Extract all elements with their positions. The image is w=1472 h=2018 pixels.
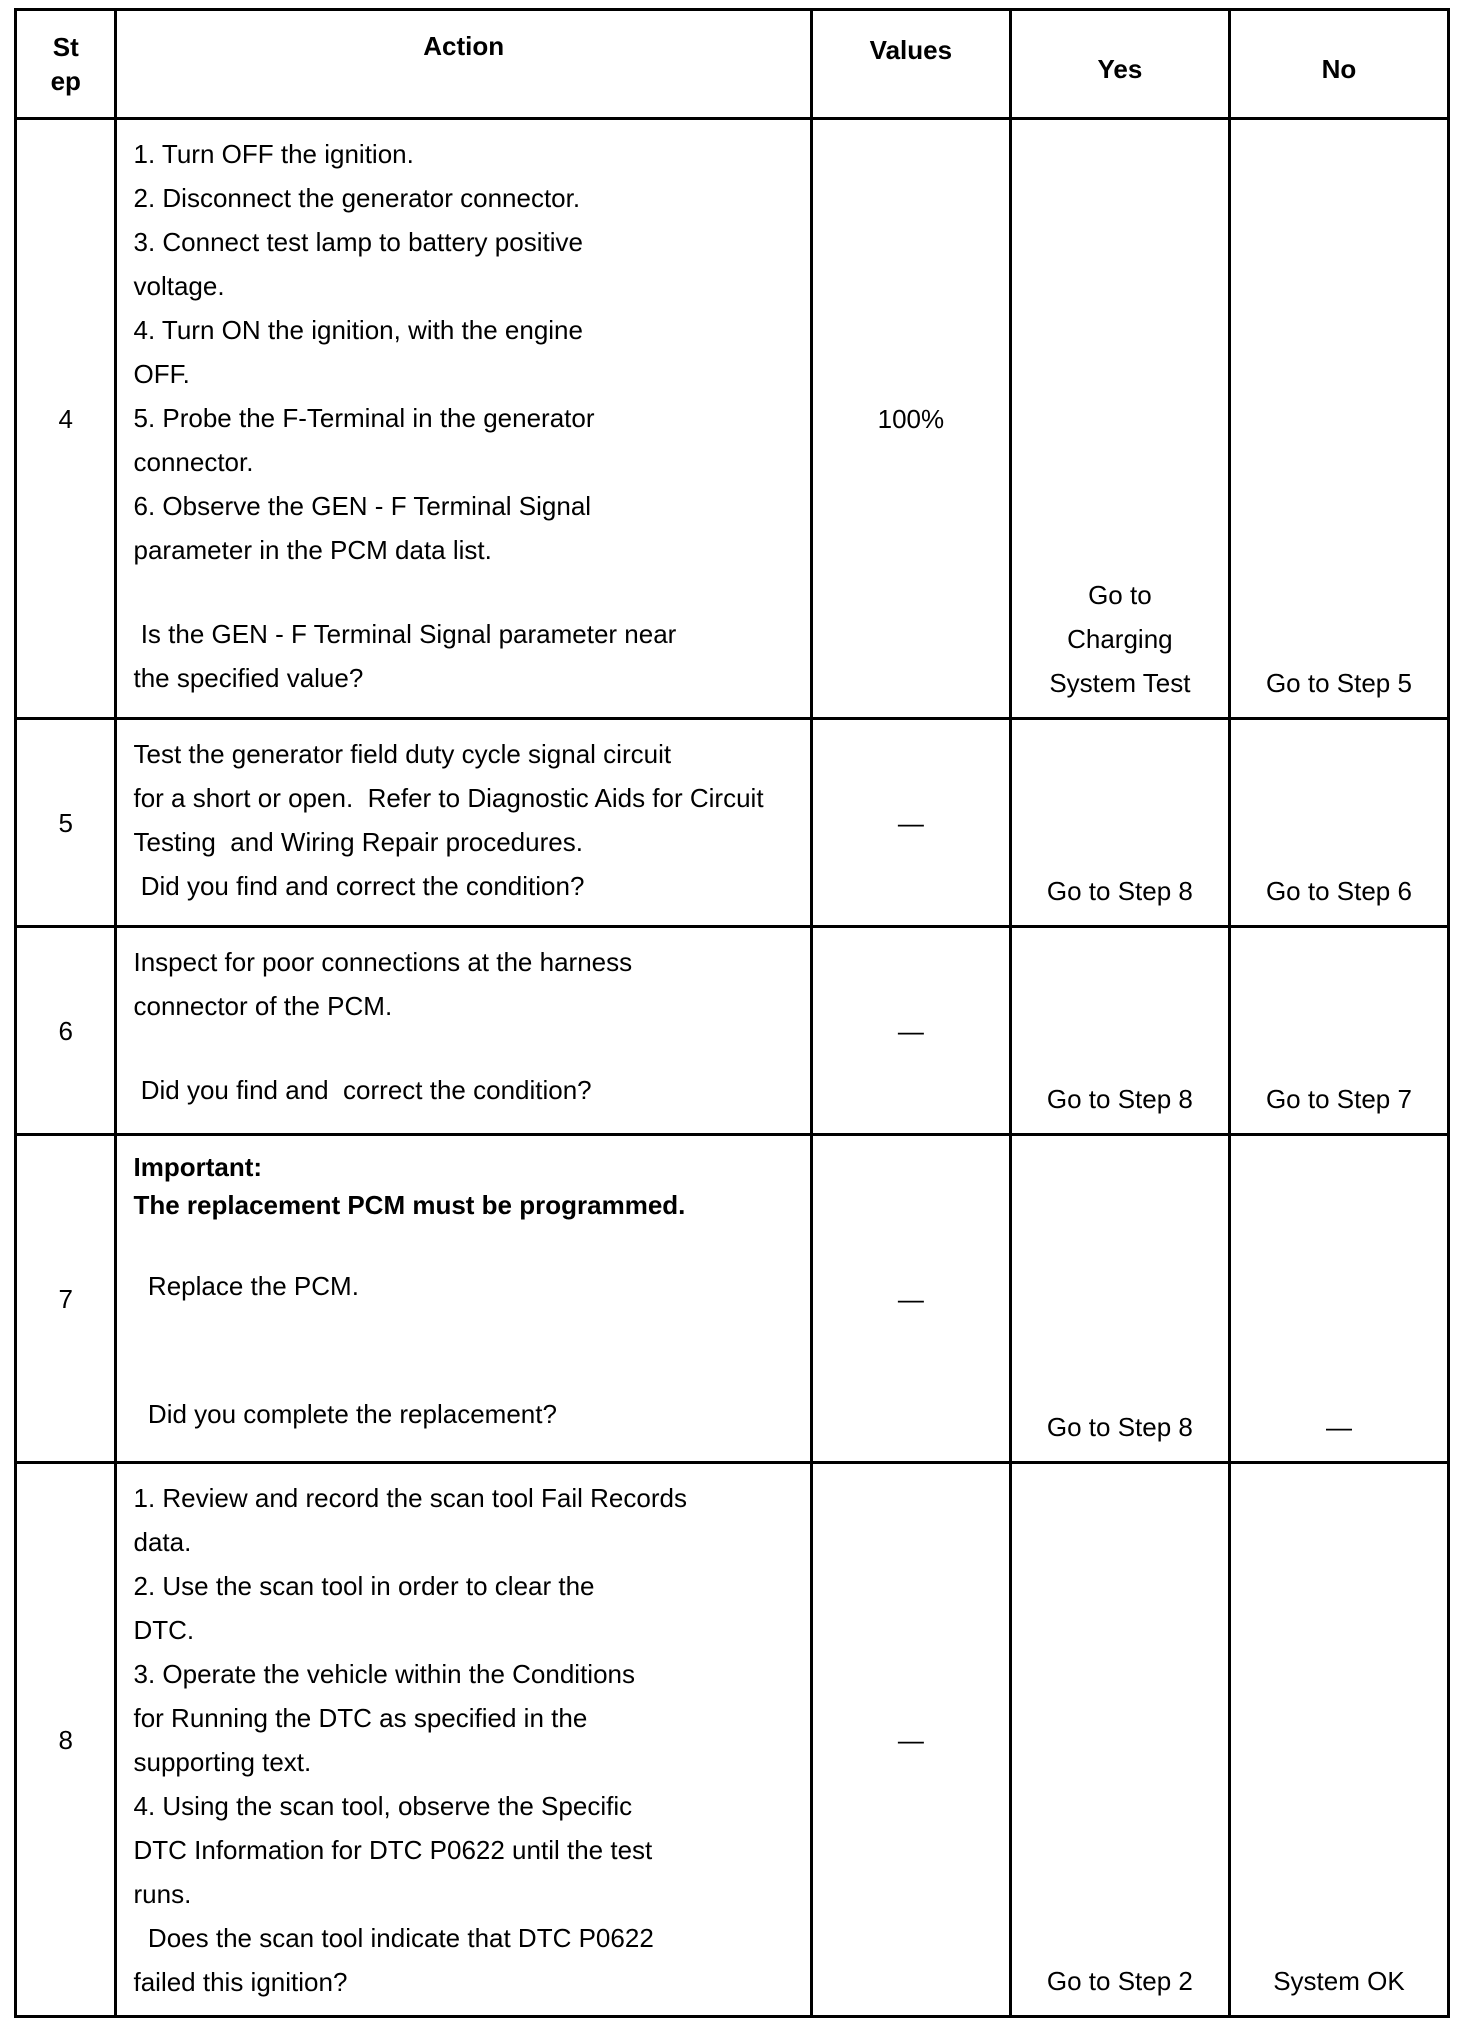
action-cell (116, 119, 811, 719)
action-cell (116, 1463, 811, 2017)
yes-line: Go to Step 8 (1046, 1412, 1193, 1442)
step-number: 5 (16, 719, 116, 927)
action-line: voltage. (133, 271, 225, 301)
no-cell (1229, 719, 1448, 927)
yes-line: System Test (1049, 668, 1191, 698)
action-line: Test the generator field duty cycle signal circuit (133, 739, 672, 769)
header-values: Values (811, 10, 1010, 119)
yes-cell (1010, 1463, 1229, 2017)
action-question: the specified value? (133, 663, 364, 693)
step-number: 8 (16, 1463, 116, 2017)
no-line: Go to Step 5 (1265, 668, 1412, 698)
action-question: Did you find and correct the condition? (133, 1075, 592, 1105)
action-line: for a short or open. Refer to Diagnostic Aids for Circuit (133, 783, 764, 813)
action-line: 1. Review and record the scan tool Fail Records (133, 1483, 687, 1513)
action-line: 4. Using the scan tool, observe the Specific (133, 1791, 633, 1821)
action-line: connector. (133, 447, 254, 477)
no-line: — (1325, 1412, 1352, 1442)
action-question: Is the GEN - F Terminal Signal parameter near (133, 619, 677, 649)
yes-line: Go to Step 8 (1046, 1084, 1193, 1114)
table-row-step-4 (16, 119, 1449, 719)
action-line: 3. Operate the vehicle within the Conditions (133, 1659, 635, 1689)
action-line: 2. Disconnect the generator connector. (133, 183, 581, 213)
no-cell (1229, 1463, 1448, 2017)
yes-cell (1010, 927, 1229, 1135)
action-line: DTC. (133, 1615, 195, 1645)
action-line: supporting text. (133, 1747, 312, 1777)
action-cell (116, 1135, 811, 1463)
action-line: connector of the PCM. (133, 991, 393, 1021)
values-cell: — (811, 1135, 1010, 1463)
values-cell: — (811, 927, 1010, 1135)
action-line: DTC Information for DTC P0622 until the test (133, 1835, 653, 1865)
yes-cell (1010, 119, 1229, 719)
header-action: Action (116, 10, 811, 119)
yes-cell (1010, 719, 1229, 927)
action-line: OFF. (133, 359, 190, 389)
action-line: runs. (133, 1879, 192, 1909)
step-number: 4 (16, 119, 116, 719)
action-line: 3. Connect test lamp to battery positive (133, 227, 583, 257)
values-cell: 100% (811, 119, 1010, 719)
diagnostic-table (14, 8, 1450, 2018)
header-no: No (1229, 10, 1448, 119)
action-line: 2. Use the scan tool in order to clear the (133, 1571, 595, 1601)
no-line: Go to Step 7 (1265, 1084, 1412, 1114)
header-step (16, 10, 116, 119)
header-row (16, 10, 1449, 119)
yes-line: Charging (1067, 624, 1173, 654)
values-cell: — (811, 719, 1010, 927)
action-line: 1. Turn OFF the ignition. (133, 139, 414, 169)
important-text: The replacement PCM must be programmed. (133, 1190, 686, 1220)
table-row-step-8 (16, 1463, 1449, 2017)
no-cell (1229, 1135, 1448, 1463)
important-label: Important: (133, 1152, 263, 1182)
table-row-step-7 (16, 1135, 1449, 1463)
action-cell (116, 927, 811, 1135)
no-line: System OK (1273, 1966, 1405, 1996)
action-line: Replace the PCM. (133, 1271, 359, 1301)
header-yes: Yes (1010, 10, 1229, 119)
no-cell (1229, 927, 1448, 1135)
action-line: data. (133, 1527, 192, 1557)
action-line: 4. Turn ON the ignition, with the engine (133, 315, 583, 345)
action-line: for Running the DTC as specified in the (133, 1703, 588, 1733)
no-line: Go to Step 6 (1265, 876, 1412, 906)
action-line: parameter in the PCM data list. (133, 535, 492, 565)
yes-line: Go to Step 2 (1046, 1966, 1193, 1996)
step-number: 7 (16, 1135, 116, 1463)
yes-line: Go to Step 8 (1046, 876, 1193, 906)
no-cell (1229, 119, 1448, 719)
action-question: Did you find and correct the condition? (133, 871, 585, 901)
action-line: 6. Observe the GEN - F Terminal Signal (133, 491, 592, 521)
action-cell (116, 719, 811, 927)
yes-line: Go to (1088, 580, 1152, 610)
action-line: Testing and Wiring Repair procedures. (133, 827, 583, 857)
action-line: Inspect for poor connections at the harness (133, 947, 633, 977)
action-line: 5. Probe the F-Terminal in the generator (133, 403, 595, 433)
table-row-step-6 (16, 927, 1449, 1135)
table-row-step-5 (16, 719, 1449, 927)
yes-cell (1010, 1135, 1229, 1463)
action-question: failed this ignition? (133, 1967, 348, 1997)
values-cell: — (811, 1463, 1010, 2017)
step-number: 6 (16, 927, 116, 1135)
action-question: Did you complete the replacement? (133, 1399, 557, 1429)
header-step-label: St ep (50, 32, 81, 96)
action-question: Does the scan tool indicate that DTC P0622 (133, 1923, 654, 1953)
